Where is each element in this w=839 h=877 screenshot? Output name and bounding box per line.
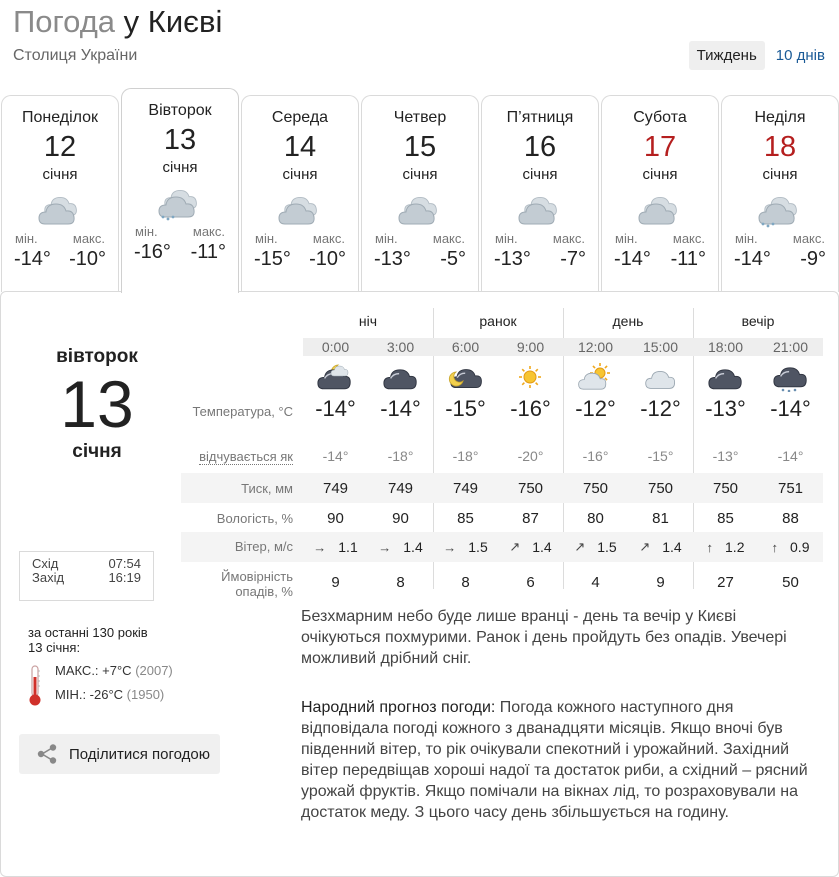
time-label: 3:00 <box>386 339 415 355</box>
humidity-value: 85 <box>457 509 474 527</box>
cloudy-icon <box>277 192 323 228</box>
history-max-value: МАКС.: +7°C <box>55 663 132 678</box>
temp-value: -13° <box>705 396 746 421</box>
min-temp: -14° <box>614 248 651 270</box>
day-number: 17 <box>643 131 677 163</box>
feels-value: -13° <box>712 448 739 464</box>
period-tabs <box>689 41 833 70</box>
temp-value: -14° <box>770 396 811 421</box>
pressure-value: 749 <box>322 479 349 497</box>
precip-value: 4 <box>591 574 600 591</box>
feels-value: -14° <box>322 448 349 464</box>
history-date: 13 січня: <box>28 640 81 655</box>
wind-value <box>563 539 628 555</box>
row-label-pressure <box>181 481 293 496</box>
temp-value: -14° <box>315 396 356 421</box>
max-temp: -10° <box>69 248 106 270</box>
feels-value: -18° <box>452 448 479 464</box>
day-number: 18 <box>763 131 797 163</box>
time-label: 9:00 <box>516 339 545 355</box>
day-month: січня <box>762 166 798 183</box>
day-number: 13 <box>163 124 197 156</box>
page-subtitle: Столиця України <box>13 47 138 64</box>
humidity-value: 85 <box>717 509 734 527</box>
humidity-value: 90 <box>327 509 344 527</box>
max-label: макс. <box>192 224 225 239</box>
wind-arrow-icon: ↗ <box>639 539 651 554</box>
max-temp: -11° <box>670 248 706 270</box>
day-tab-7[interactable] <box>721 95 839 292</box>
folk-text: Погода кожного наступного дня відповідала погоді кожного з дванадцяти місяців. Якщо вночі був південний вітер, то рік очікували спекотний і урожайний. Західний вітер передвіщав хороші надої та достаток риби, а східний – рясний урожай фруктів. Якщо помічали на вікнах лід, то розраховували на достаток меду. З цього часу день збільшується на годину. <box>301 699 808 821</box>
wind-value <box>368 539 433 555</box>
precip-value: 8 <box>461 574 470 591</box>
wind-arrow-icon: ↑ <box>771 539 779 555</box>
wind-speed: 1.4 <box>403 539 423 555</box>
pressure-value: 750 <box>712 479 739 497</box>
day-name: Субота <box>633 109 687 126</box>
feels-value: -16° <box>582 448 609 464</box>
wind-arrow-icon: → <box>378 539 392 555</box>
history-max-year: (2007) <box>135 663 173 678</box>
wind-value <box>433 539 498 555</box>
day-number: 14 <box>283 131 317 163</box>
day-tabs <box>0 95 839 292</box>
wind-value <box>303 539 368 555</box>
history-period: за останні 130 років <box>28 625 148 640</box>
period-label: ніч <box>358 313 378 329</box>
selected-date <box>1 346 193 463</box>
min-temp: -13° <box>374 248 411 270</box>
row-label-text: опадів, % <box>235 584 293 599</box>
min-label: мін. <box>15 231 38 246</box>
cloud-icon <box>641 362 679 392</box>
min-label: мін. <box>495 231 518 246</box>
share-icon <box>36 743 58 765</box>
tab-10-days[interactable]: 10 днів <box>775 47 825 64</box>
max-label: макс. <box>792 231 825 246</box>
day-tab-5[interactable] <box>481 95 599 292</box>
wind-speed: 1.2 <box>725 539 745 555</box>
history-max <box>55 663 173 678</box>
wind-arrow-icon: ↗ <box>574 539 586 554</box>
day-name: Понеділок <box>21 109 99 126</box>
history-min-year: (1950) <box>126 687 165 702</box>
cloudy-icon <box>637 192 683 228</box>
feels-value: -14° <box>777 448 804 464</box>
cloudy-icon <box>517 192 563 228</box>
day-month: січня <box>402 166 438 183</box>
pressure-value: 750 <box>582 479 609 497</box>
period-label: ранок <box>479 313 517 329</box>
day-tab-6[interactable] <box>601 95 719 292</box>
row-label-temp <box>181 404 293 419</box>
overcast-light-snow-icon <box>771 362 809 392</box>
feels-value: -20° <box>517 448 544 464</box>
day-month: січня <box>162 159 198 176</box>
forecast-description: Безхмарним небо буде лише вранці - день та вечір у Києві очікуються похмурими. Ранок і день пройдуть без опадів. Увечері можливий дрібний сніг. <box>301 608 787 667</box>
humidity-value: 90 <box>392 509 409 527</box>
history-min <box>55 687 164 702</box>
day-tab-1[interactable] <box>1 95 119 292</box>
day-month: січня <box>522 166 558 183</box>
temp-value: -16° <box>510 396 551 421</box>
pressure-value: 750 <box>517 479 544 497</box>
cloudy-icon <box>37 192 83 228</box>
row-label-text: Тиск, мм <box>241 480 293 496</box>
wind-speed: 1.5 <box>468 539 488 555</box>
title-city: у Києві <box>123 4 223 39</box>
sun-times <box>19 551 154 601</box>
cloudy-light-snow-icon <box>757 192 803 228</box>
wind-arrow-icon: → <box>443 539 457 555</box>
overcast-icon <box>706 362 744 392</box>
partly-cloudy-icon <box>576 362 614 392</box>
time-label: 12:00 <box>577 339 614 355</box>
row-label-text: Температура, °C <box>192 403 293 419</box>
folk-forecast <box>301 697 811 823</box>
min-temp: -14° <box>734 248 771 270</box>
day-number: 16 <box>523 131 557 163</box>
temp-value: -15° <box>445 396 486 421</box>
max-temp: -9° <box>800 248 826 270</box>
day-name: Середа <box>271 109 329 126</box>
min-temp: -16° <box>134 241 171 263</box>
day-detail-panel <box>0 291 839 877</box>
wind-arrow-icon: → <box>313 539 327 555</box>
day-name: Четвер <box>393 109 447 126</box>
humidity-value: 87 <box>522 509 539 527</box>
wind-value <box>693 539 758 555</box>
row-label-wind <box>181 539 293 554</box>
sunrise-time: 07:54 <box>108 556 141 571</box>
day-month: січня <box>42 166 78 183</box>
wind-value <box>498 539 563 555</box>
day-tab-4[interactable] <box>361 95 479 292</box>
max-temp: -5° <box>440 248 466 270</box>
min-temp: -13° <box>494 248 531 270</box>
time-row <box>303 338 823 356</box>
max-label: макс. <box>552 231 585 246</box>
pressure-value: 749 <box>387 479 414 497</box>
selected-weekday: вівторок <box>56 346 138 367</box>
wind-speed: 1.4 <box>662 539 682 555</box>
wind-speed: 1.4 <box>532 539 552 555</box>
row-label-text: Ймовірність <box>221 569 293 584</box>
cloudy-icon <box>397 192 443 228</box>
time-label: 18:00 <box>707 339 744 355</box>
precip-value: 9 <box>656 574 665 591</box>
feels-value: -18° <box>387 448 414 464</box>
temp-value: -12° <box>640 396 681 421</box>
max-label: макс. <box>72 231 105 246</box>
day-number: 15 <box>403 131 437 163</box>
humidity-value: 88 <box>782 509 799 527</box>
title-prefix: Погода <box>13 4 116 39</box>
folk-heading: Народний прогноз погоди: <box>301 699 496 716</box>
selected-month: січня <box>72 441 122 462</box>
day-month: січня <box>642 166 678 183</box>
pressure-value: 751 <box>777 479 804 497</box>
max-temp: -10° <box>309 248 346 270</box>
period-label: день <box>612 313 644 329</box>
precip-value: 8 <box>396 574 405 591</box>
cloudy-light-snow-icon <box>157 185 203 221</box>
row-label-text: Вологість, % <box>216 510 293 526</box>
day-name: Вівторок <box>148 102 212 119</box>
sunset-label: Захід <box>32 570 65 585</box>
share-button[interactable] <box>19 734 220 774</box>
min-label: мін. <box>135 224 158 239</box>
row-label-precip <box>181 569 293 599</box>
precip-value: 27 <box>717 574 734 591</box>
temp-value: -12° <box>575 396 616 421</box>
day-tab-3[interactable] <box>241 95 359 292</box>
period-label: вечір <box>741 313 775 329</box>
max-temp: -7° <box>560 248 586 270</box>
humidity-value: 81 <box>652 509 669 527</box>
wind-arrow-icon: ↗ <box>509 539 521 554</box>
day-tab-2[interactable] <box>121 88 239 293</box>
min-label: мін. <box>255 231 278 246</box>
min-label: мін. <box>735 231 758 246</box>
min-label: мін. <box>615 231 638 246</box>
day-month: січня <box>282 166 318 183</box>
temp-value: -14° <box>380 396 421 421</box>
thermometer-icon <box>28 665 42 707</box>
precip-value: 9 <box>331 574 340 591</box>
feels-value: -15° <box>647 448 674 464</box>
day-name: Неділя <box>754 109 806 126</box>
wind-value <box>628 539 693 555</box>
time-label: 0:00 <box>321 339 350 355</box>
sun-icon <box>511 362 549 392</box>
pressure-value: 750 <box>647 479 674 497</box>
day-number: 12 <box>43 131 77 163</box>
row-label-humidity <box>181 511 293 526</box>
max-label: макс. <box>432 231 465 246</box>
max-temp: -11° <box>190 241 226 263</box>
wind-speed: 1.1 <box>338 539 358 555</box>
historical-records <box>28 625 173 702</box>
max-label: макс. <box>672 231 705 246</box>
min-temp: -15° <box>254 248 291 270</box>
row-label-text: Вітер, м/с <box>234 539 293 554</box>
min-temp: -14° <box>14 248 51 270</box>
row-label-feels <box>181 449 293 464</box>
precip-value: 6 <box>526 574 535 591</box>
sunset-time: 16:19 <box>108 570 141 585</box>
humidity-value: 80 <box>587 509 604 527</box>
night-partly-cloudy-icon <box>446 362 484 392</box>
tab-week[interactable]: Тиждень <box>689 41 765 70</box>
time-label: 6:00 <box>451 339 480 355</box>
day-name: П’ятниця <box>506 109 574 126</box>
history-min-value: МІН.: -26°C <box>55 687 124 702</box>
sunrise-label: Схід <box>32 556 59 571</box>
wind-speed: 1.5 <box>597 539 617 555</box>
row-label-text: відчувається як <box>199 448 293 464</box>
max-label: макс. <box>312 231 345 246</box>
wind-value <box>758 539 823 555</box>
night-cloudy-icon <box>316 362 354 392</box>
night-overcast-icon <box>381 362 419 392</box>
selected-day-number: 13 <box>60 367 134 441</box>
wind-speed: 0.9 <box>790 539 810 555</box>
time-label: 21:00 <box>772 339 809 355</box>
share-label: Поділитися погодою <box>69 745 211 763</box>
min-label: мін. <box>375 231 398 246</box>
page-title <box>13 4 222 40</box>
wind-arrow-icon: ↑ <box>706 539 714 555</box>
pressure-value: 749 <box>452 479 479 497</box>
time-label: 15:00 <box>642 339 679 355</box>
precip-value: 50 <box>782 574 799 591</box>
